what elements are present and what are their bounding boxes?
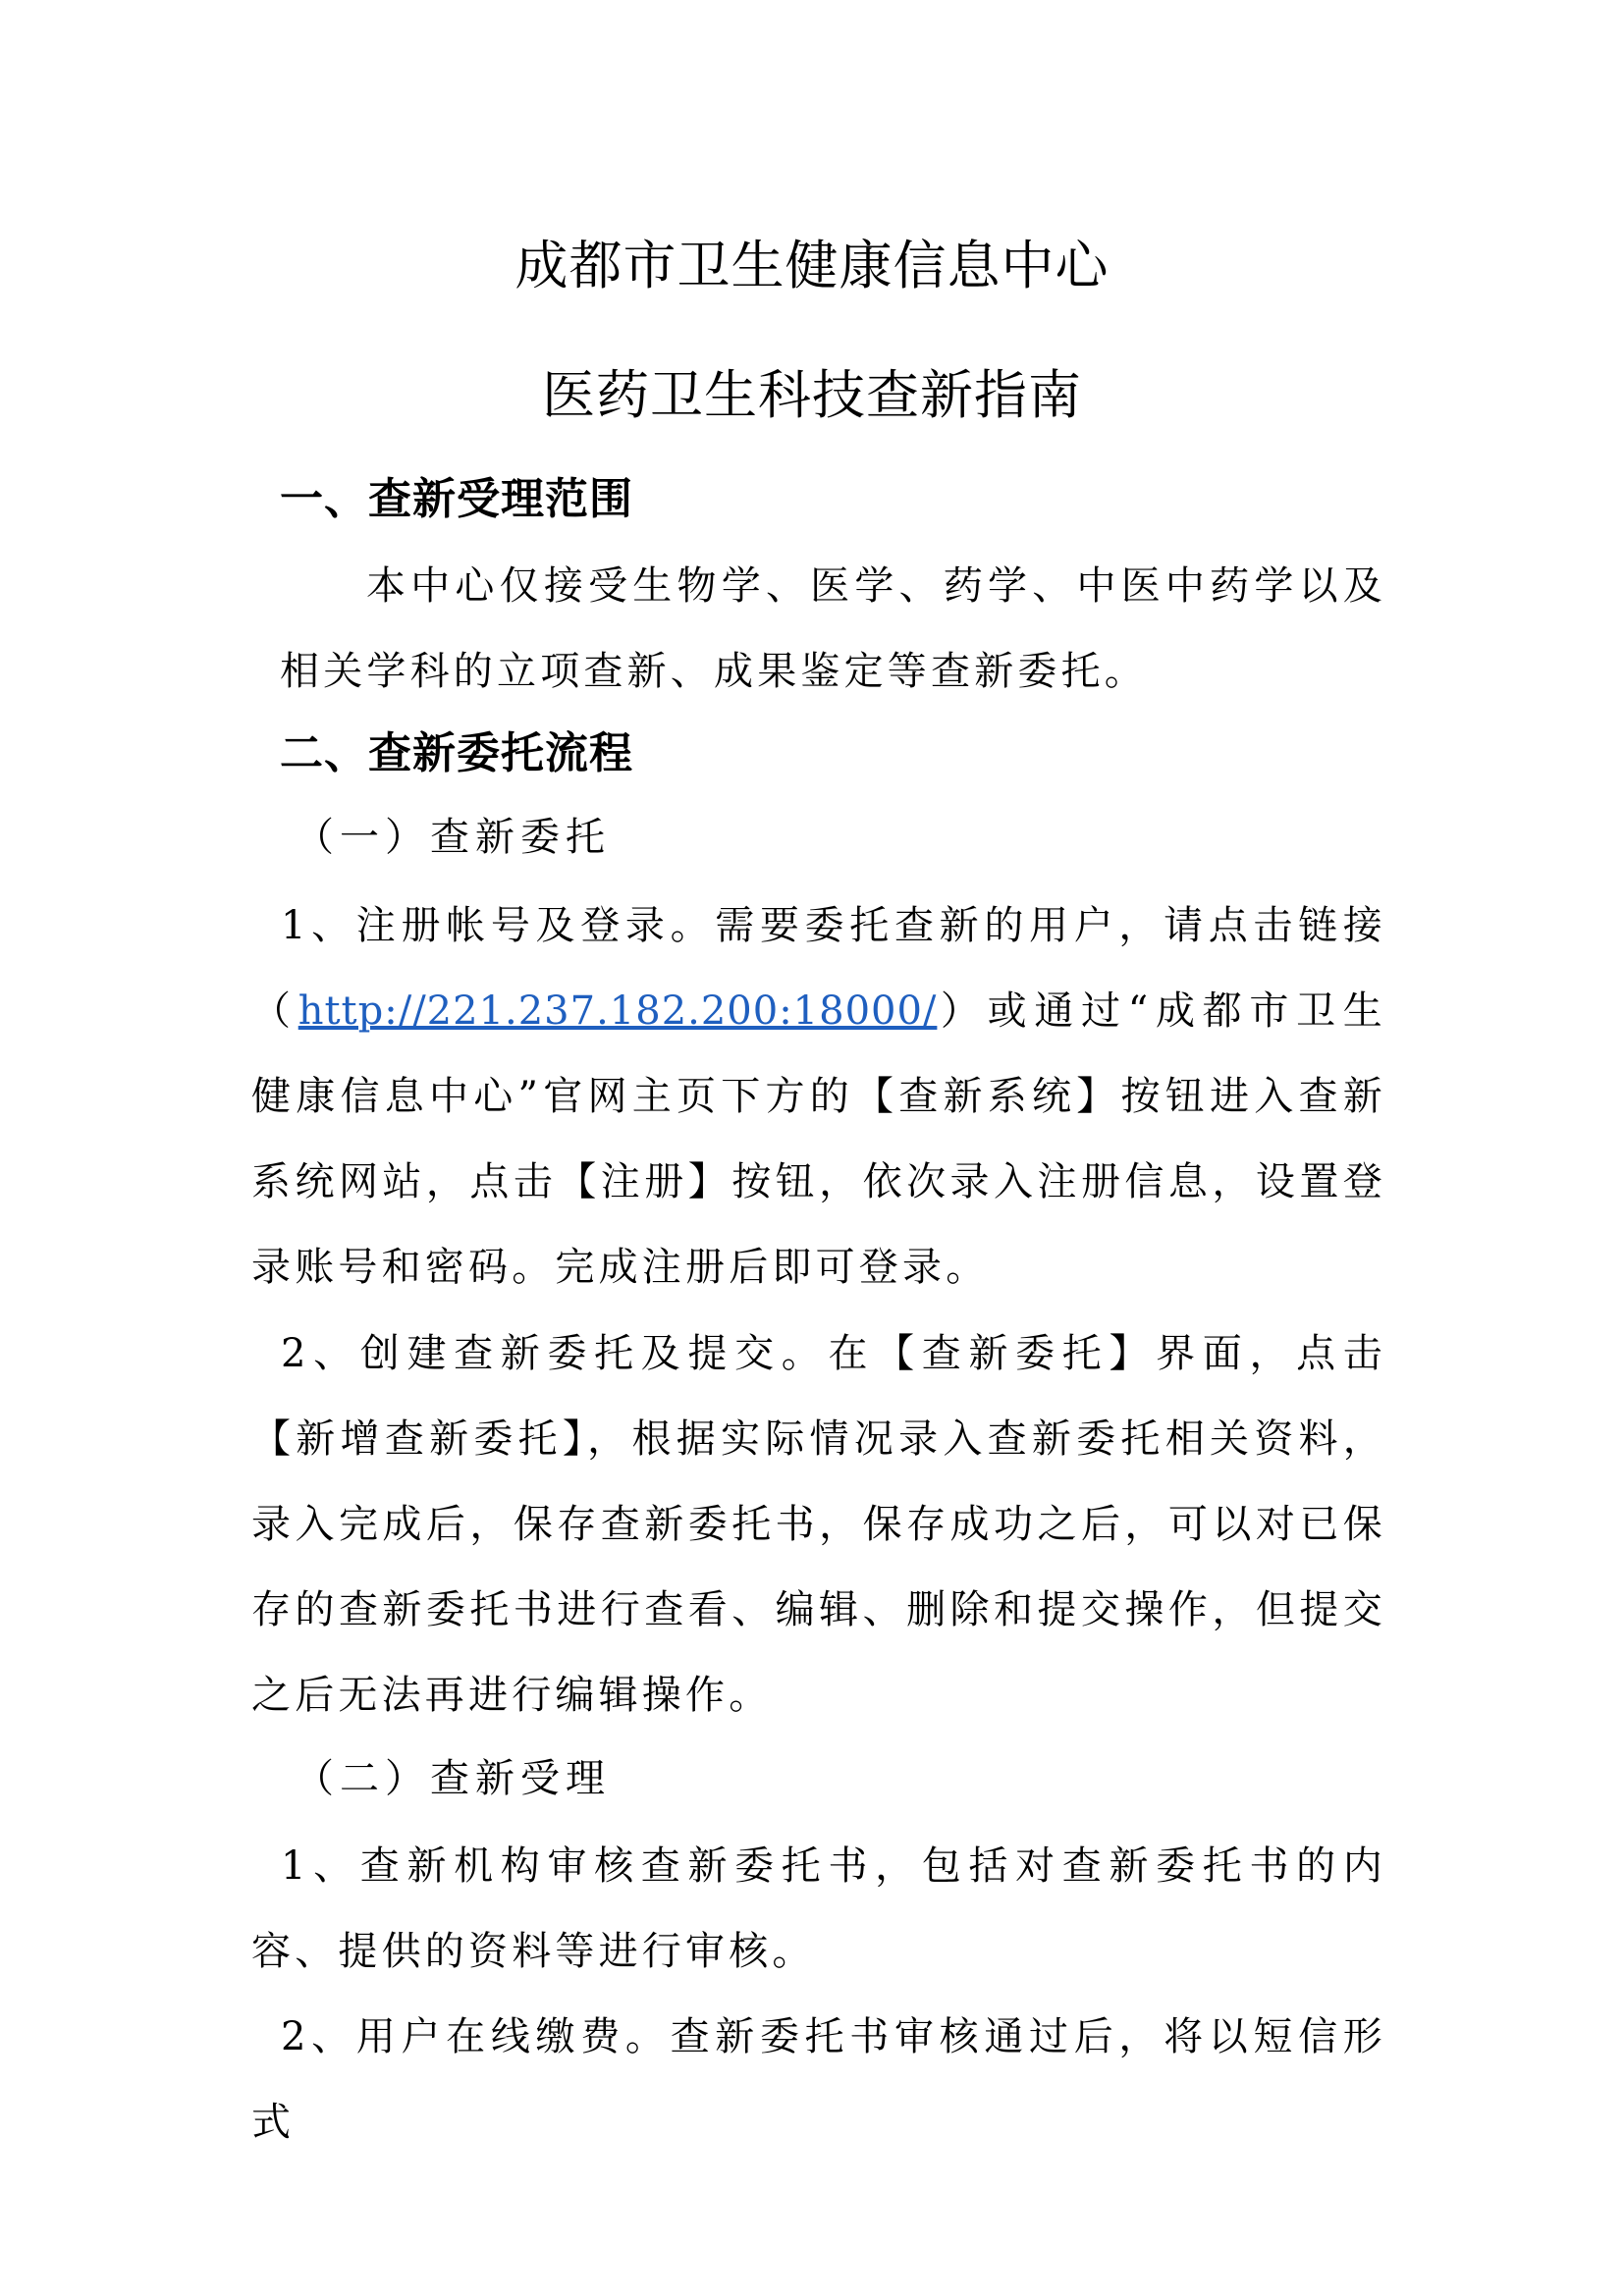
section1-paragraph: 本中心仅接受生物学、医学、药学、中医中药学以及相关学科的立项查新、成果鉴定等查新委托。 xyxy=(280,563,1386,694)
step1-text-before-link: 1、注册帐号及登录。需要委托查新的用户，请点击链接（ xyxy=(251,903,1386,1034)
step1-register-paragraph xyxy=(251,883,1386,1310)
subsection1-heading: （一）查新委托 xyxy=(295,815,611,860)
document-title-line2: 医药卫生科技查新指南 xyxy=(542,364,1082,426)
section1-heading: 一、查新受理范围 xyxy=(280,474,633,524)
section2-heading: 二、查新委托流程 xyxy=(280,728,633,778)
document-title-line1: 成都市卫生健康信息中心 xyxy=(514,235,1110,296)
query-system-link[interactable]: http://221.237.182.200:18000/ xyxy=(298,988,938,1034)
accept-step1-paragraph: 1、查新机构审核查新委托书，包括对查新委托书的内容、提供的资料等进行审核。 xyxy=(251,1843,1386,1974)
step1-text-after-link: ）或通过“成都市卫生健康信息中心”官网主页下方的【查新系统】按钮进入查新系统网站，点击【注册】按钮，依次录入注册信息，设置登录账号和密码。完成注册后即可登录。 xyxy=(251,988,1386,1290)
subsection2-heading: （二）查新受理 xyxy=(295,1756,611,1801)
step2-create-paragraph: 2、创建查新委托及提交。在【查新委托】界面，点击【新增查新委托】，根据实际情况录入查新委托相关资料，录入完成后，保存查新委托书，保存成功之后，可以对已保存的查新委托书进行查看、编辑、删除和提交操作，但提交之后无法再进行编辑操作。 xyxy=(251,1331,1386,1718)
accept-step2-paragraph: 2、用户在线缴费。查新委托书审核通过后，将以短信形式 xyxy=(251,2014,1386,2145)
